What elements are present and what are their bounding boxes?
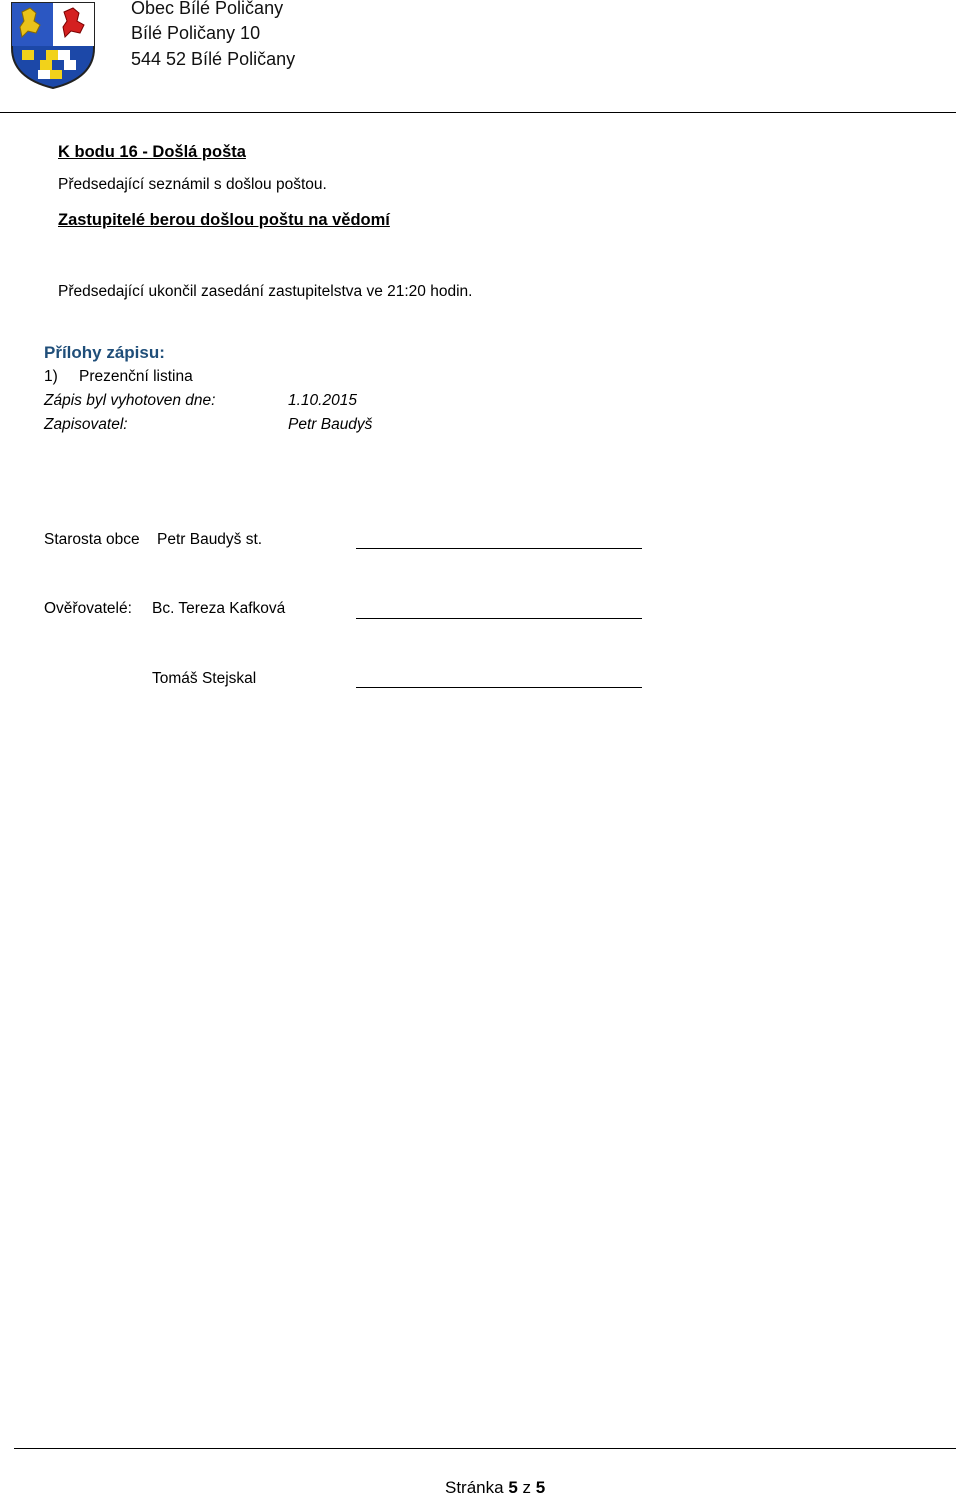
created-label: Zápis byl vyhotoven dne: (44, 392, 216, 409)
attachment-number: 1) (44, 368, 58, 385)
verifiers-label: Ověřovatelé: (44, 600, 132, 617)
section-heading: K bodu 16 - Došlá pošta (58, 143, 246, 161)
page-number (445, 1478, 545, 1498)
address-line2: 544 52 Bílé Poličany (131, 49, 296, 69)
created-value: 1.10.2015 (288, 392, 357, 409)
verifier1-signature-line (356, 618, 642, 619)
verifier2-name: Tomáš Stejskal (152, 670, 257, 687)
total-pages: 5 (535, 1478, 546, 1497)
page-word: Stránka (445, 1478, 504, 1497)
section-text: Předsedající seznámil s došlou poštou. (58, 176, 327, 193)
resolution-text: Zastupitelé berou došlou poštu na vědomí (58, 211, 390, 229)
current-page: 5 (508, 1478, 518, 1497)
org-name: Obec Bílé Poličany (131, 0, 284, 18)
coat-of-arms-icon (8, 0, 98, 90)
closing-text: Předsedající ukončil zasedání zastupitelstva ve 21:20 hodin. (58, 283, 473, 300)
mayor-name: Petr Baudyš st. (157, 531, 263, 548)
address-line1: Bílé Poličany 10 (131, 23, 261, 43)
verifier1-name: Bc. Tereza Kafková (152, 600, 286, 617)
attachments-title: Přílohy zápisu: (44, 343, 165, 362)
recorder-label: Zapisovatel: (44, 416, 128, 433)
header-divider (0, 112, 956, 113)
mayor-label: Starosta obce (44, 531, 140, 548)
attachment-label: Prezenční listina (79, 368, 193, 385)
coat-of-arms-logo (8, 0, 98, 90)
footer-divider (14, 1448, 956, 1449)
of-word: z (522, 1478, 532, 1497)
mayor-signature-line (356, 548, 642, 549)
verifier2-signature-line (356, 687, 642, 688)
recorder-value: Petr Baudyš (288, 416, 373, 433)
